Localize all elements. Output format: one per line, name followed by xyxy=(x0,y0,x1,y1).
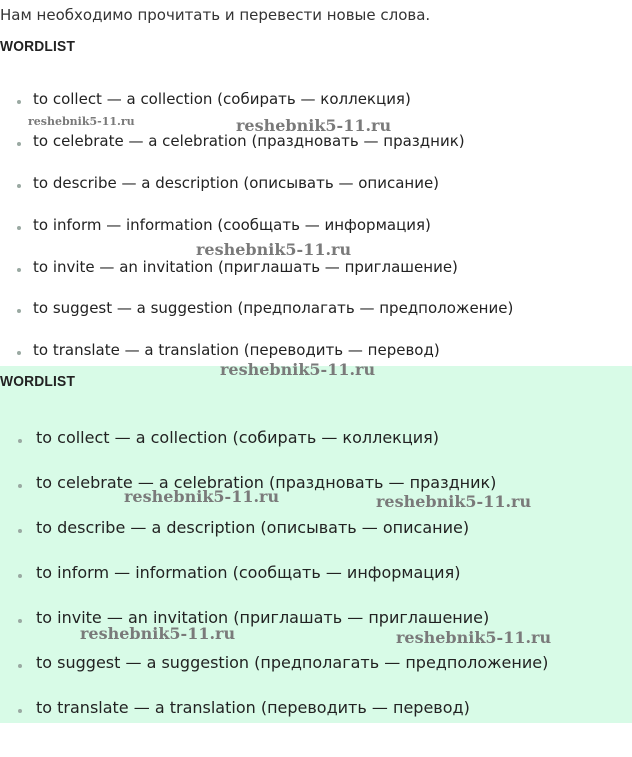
word-pair: to collect — a collection (собирать — коллекция) xyxy=(36,428,439,447)
wordlist-heading: WORDLIST xyxy=(0,38,76,55)
word-pair: to invite — an invitation (приглашать — приглашение) xyxy=(36,608,490,627)
word-pair: to celebrate — a celebration (праздновать — праздник) xyxy=(36,473,497,492)
watermark: reshebnik5-11.ru xyxy=(396,628,552,647)
bullet xyxy=(17,100,21,104)
bullet xyxy=(18,574,22,578)
watermark: reshebnik5-11.ru xyxy=(124,487,280,506)
bullet xyxy=(17,184,21,188)
watermark: reshebnik5-11.ru xyxy=(220,360,376,379)
watermark: reshebnik5-11.ru xyxy=(196,240,352,259)
word-pair: to translate — a translation (переводить — перевод) xyxy=(36,698,470,717)
bullet xyxy=(18,619,22,623)
word-pair: to describe — a description (описывать — описание) xyxy=(36,518,470,537)
word-pair: to collect — a collection (собирать — коллекция) xyxy=(33,90,411,108)
watermark: reshebnik5-11.ru xyxy=(376,492,532,511)
bullet xyxy=(18,529,22,533)
word-pair: to translate — a translation (переводить — перевод) xyxy=(33,341,440,359)
bullet xyxy=(18,439,22,443)
highlighted-heading: WORDLIST xyxy=(0,373,76,390)
bullet xyxy=(17,142,21,146)
bullet xyxy=(17,226,21,230)
bullet xyxy=(17,309,21,313)
word-pair: to suggest — a suggestion (предполагать — предположение) xyxy=(33,299,514,317)
bullet xyxy=(18,484,22,488)
bullet xyxy=(17,351,21,355)
watermark: reshebnik5-11.ru xyxy=(80,624,236,643)
bullet xyxy=(18,664,22,668)
word-pair: to suggest — a suggestion (предполагать — предположение) xyxy=(36,653,549,672)
intro-text: Нам необходимо прочитать и перевести новые слова. xyxy=(0,6,431,24)
bullet xyxy=(18,709,22,713)
watermark: reshebnik5-11.ru xyxy=(236,116,392,135)
word-pair: to describe — a description (описывать — описание) xyxy=(33,174,440,192)
word-pair: to inform — information (сообщать — информация) xyxy=(33,216,431,234)
word-pair: to inform — information (сообщать — информация) xyxy=(36,563,461,582)
watermark: reshebnik5-11.ru xyxy=(28,115,135,128)
word-pair: to celebrate — a celebration (праздновать — праздник) xyxy=(33,132,465,150)
bullet xyxy=(17,268,21,272)
word-pair: to invite — an invitation (приглашать — приглашение) xyxy=(33,258,458,276)
